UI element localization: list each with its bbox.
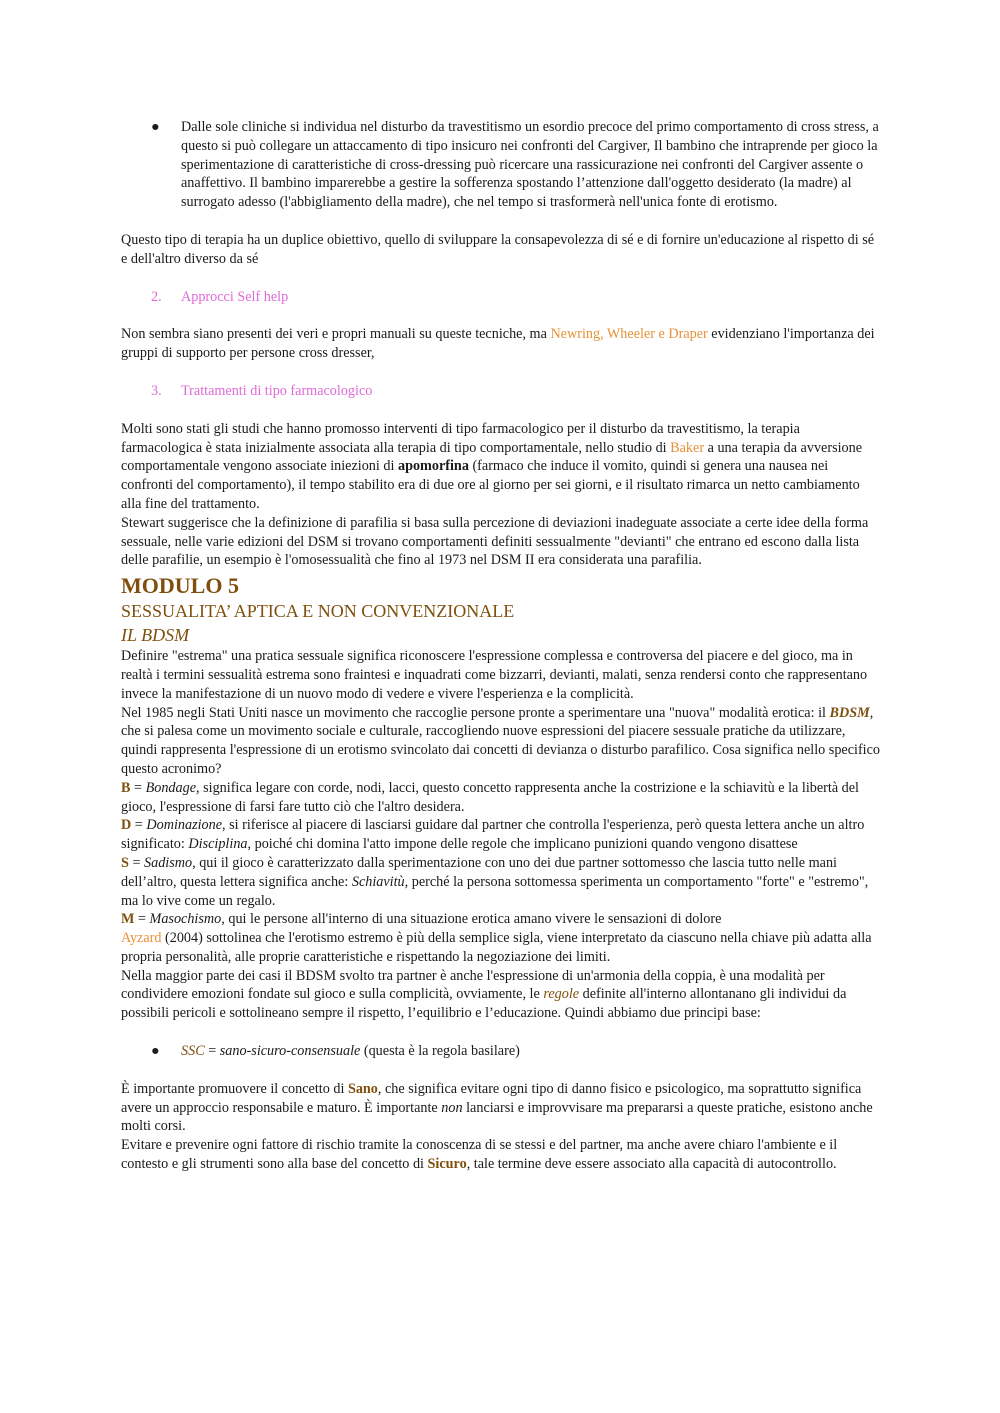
- letter-s: S: [121, 854, 129, 871]
- paragraph-pharma: [121, 420, 881, 514]
- text-run: , qui il gioco è caratterizzato dalla sperimentazione con uno dei due partner sottomesso che lascia tutto nelle mani dell’altro, questa lettera significa anche:: [121, 854, 837, 890]
- bullet-icon: ●: [151, 1043, 160, 1060]
- text-run: Nel 1985 negli Stati Uniti nasce un movimento che raccoglie persone pronte a sperimentare una "nuova" modalità erotica: il: [121, 704, 830, 721]
- citation-baker: Baker: [670, 439, 705, 456]
- citation-ayzard: Ayzard: [121, 930, 162, 947]
- term-bdsm: BDSM: [829, 704, 870, 721]
- text-run: (2004) sottolinea che l'erotismo estremo è più della semplice sigla, viene interpretato da ciascuno nella chiave più adatta alla propria personalità, alle proprie caratteristiche e rispettando la negoziazione dei limiti.: [121, 930, 872, 965]
- paragraph-couple: [121, 967, 881, 1023]
- bullet-list: [121, 118, 881, 212]
- numbered-heading-pharma: [121, 382, 881, 401]
- text-run: =: [130, 779, 146, 796]
- item-label: Approcci Self help: [181, 288, 289, 305]
- bullet-text: Dalle sole cliniche si individua nel disturbo da travestitismo un esordio precoce del primo comportamento di cross stress, a questo si può collegare un attaccamento di tipo insicuro nei confronti del Cargiver, Il bambino che intraprende per gioco la sperimentazione di caratteristiche di cross-dressing può ricercare una rassicurazione nei confronti del Cargiver assente o anaffettivo. Il bambino imparerebbe a gestire la sofferenza spostando l’attenzione dall'oggetto desiderato (la madre) al surrogato adesso (l'abbigliamento della madre), che nel tempo si trasformerà nell'unica fonte di erotismo.: [181, 119, 879, 211]
- text-run: definite all'interno allontanano gli individui da possibili pericoli e sottolineano sempre il rispetto, l’equilibrio e l’educazione. Quindi abbiamo due principi base:: [121, 986, 847, 1022]
- text-run: =: [204, 1043, 220, 1060]
- term-sano: Sano: [347, 1080, 378, 1097]
- bullet-list-ssc: [121, 1042, 881, 1061]
- text-run: , tale termine deve essere associato alla capacità di autocontrollo.: [466, 1156, 837, 1173]
- text-run: =: [131, 817, 147, 834]
- text-run: =: [128, 854, 144, 871]
- paragraph-sicuro: [121, 1136, 881, 1174]
- text-run: perché la persona sottomessa sperimenta un comportamento "forte" e "estremo", ma lo vive come un regalo.: [121, 873, 869, 909]
- text-run: , che significa evitare ogni tipo di danno fisico e psicologico, ma soprattutto significa avere un approccio responsabile e maturo. È importante: [121, 1080, 862, 1116]
- term-dominazione: Dominazione: [146, 817, 223, 834]
- paragraph-stewart: Stewart suggerisce che la definizione di parafilia si basa sulla percezione di deviazioni inadeguate associate a certe idee della forma sessuale, nelle varie edizioni del DSM si trovano comportamenti definiti sessualmente "devianti" che entrano ed escono dalla lista delle parafilie, un esempio è l'omosessualità che fino al 1973 nel DSM II era considerata una parafilia.: [121, 514, 869, 569]
- term-bondage: Bondage: [145, 779, 197, 796]
- letter-m: M: [121, 911, 135, 928]
- term-ssc: SSC: [181, 1043, 205, 1060]
- term-apomorfina: apomorfina: [397, 458, 469, 475]
- term-sadismo: Sadismo: [144, 854, 193, 871]
- item-number: 2.: [151, 288, 162, 305]
- paragraph-sano: [121, 1080, 881, 1136]
- list-item: [151, 1042, 881, 1061]
- term-masochismo: Masochismo: [149, 911, 222, 928]
- term-disciplina: Disciplina: [188, 836, 248, 853]
- list-item: [151, 118, 881, 212]
- heading-section: SESSUALITA’ APTICA E NON CONVENZIONALE: [121, 601, 515, 622]
- definition-m: [121, 910, 881, 929]
- text-run: Nella maggior parte dei casi il BDSM svolto tra partner è anche l'espressione di un'armonia della coppia, è una modalità per condividere emozioni fondate sul gioco e sulla complicità, ovviamente, le: [121, 967, 825, 1003]
- text-run: (questa è la regola basilare): [360, 1043, 520, 1060]
- text-run: , si riferisce al piacere di lasciarsi guidare dal partner che controlla l'esperienza, però questa lettera anche un altro significato:: [121, 817, 865, 853]
- text-run: lanciarsi e improvvisare ma prepararsi a queste pratiche, esistono anche molti corsi.: [121, 1099, 873, 1135]
- text-run: , significa legare con corde, nodi, lacci, questo concetto rappresenta anche la costrizione e la schiavitù e la libertà del gioco, l'espressione di farsi fare tutto ciò che l'altro desidera.: [121, 779, 859, 815]
- definition-s: [121, 854, 881, 910]
- citation-authors: Newring, Wheeler e Draper: [550, 326, 708, 343]
- text-run: , qui le persone all'interno di una situazione erotica amano vivere le sensazioni di dolore: [221, 911, 722, 928]
- text-run: Non sembra siano presenti dei veri e propri manuali su queste tecniche, ma: [121, 326, 551, 343]
- text-run: , che si palesa come un movimento sociale e culturale, raccogliendo nuove espressioni del piacere sessuale pratiche da utilizzare, quindi rappresenta l'espressione di un erotismo svincolato dai concetti di devianza o disturbo parafilico. Cosa significa nello specifico questo acronimo?: [121, 704, 881, 777]
- text-run: È importante promuovere il concetto di: [121, 1080, 348, 1097]
- term-schiavitu: Schiavitù,: [351, 873, 409, 890]
- term-sicuro: Sicuro: [427, 1156, 467, 1173]
- term-ssc-definition: sano-sicuro-consensuale: [219, 1043, 361, 1060]
- text-run: Evitare e prevenire ogni fattore di rischio tramite la conoscenza di se stessi e del partner, ma anche avere chiaro l'ambiente e il contesto e gli strumenti sono alla base del concetto di: [121, 1137, 838, 1173]
- paragraph-therapy-goal: Questo tipo di terapia ha un duplice obiettivo, quello di sviluppare la consapevolezza di sé e di fornire un'educazione al rispetto di sé e dell'altro diverso da sé: [121, 231, 875, 267]
- heading-subsection: IL BDSM: [121, 625, 190, 646]
- item-label: Trattamenti di tipo farmacologico: [181, 382, 373, 399]
- item-number: 3.: [151, 382, 162, 399]
- term-non: non: [441, 1099, 463, 1116]
- term-regole: regole: [543, 986, 580, 1003]
- text-run: a una terapia da avversione comportamentale vengono associate iniezioni di: [121, 439, 863, 475]
- text-run: (farmaco che induce il vomito, quindi si genera una nausea nei confronti del comportamento), il tempo stabilito era di due ore al giorno per sei giorni, e il risultato rimarca un netto cambiamento alla fine del trattamento.: [121, 458, 860, 512]
- definition-d: [121, 816, 881, 854]
- paragraph-definition: Definire "estrema" una pratica sessuale significa riconoscere l'espressione complessa e controversa del piacere e del gioco, ma in realtà i termini sessualità estrema sono fraintesi e inquadrati come bizzarri, devianti, malati, senza rendersi conto che rappresentano invece la manifestazione di un nuovo modo di vedere e vivere l'esperienza e la complicità.: [121, 648, 868, 702]
- text-run: Molti sono stati gli studi che hanno promosso interventi di tipo farmacologico per il disturbo da travestitismo, la terapia farmacologica è stata inizialmente associata alla terapia di tipo comportamentale, nello studio di: [121, 420, 800, 456]
- letter-d: D: [121, 817, 132, 834]
- heading-modulo: MODULO 5: [121, 573, 239, 599]
- definition-b: [121, 779, 881, 817]
- letter-b: B: [121, 779, 131, 796]
- text-run: evidenziano l'importanza dei gruppi di supporto per persone cross dresser,: [121, 326, 875, 362]
- text-run: =: [134, 911, 150, 928]
- document-page: [121, 118, 881, 1174]
- paragraph-self-help: [121, 325, 881, 363]
- paragraph-history: [121, 704, 881, 779]
- text-run: , poiché chi domina l'atto impone delle regole che implicano punizioni quando vengono disattese: [247, 836, 798, 853]
- bullet-icon: ●: [151, 119, 160, 135]
- numbered-heading-self-help: [121, 288, 881, 307]
- paragraph-ayzard: [121, 929, 881, 967]
